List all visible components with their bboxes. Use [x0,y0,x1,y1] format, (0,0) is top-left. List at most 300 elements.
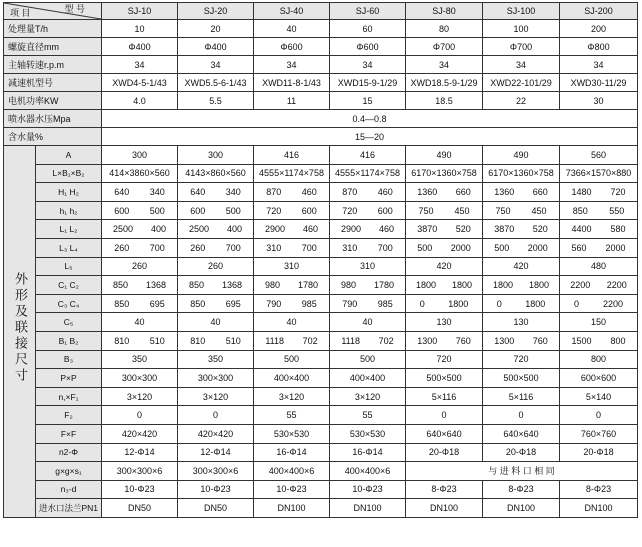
dim-value: 130 [406,313,483,332]
spec-value: XWD22-101/29 [483,74,560,92]
dim-value-part: 550 [609,205,625,216]
dim-value-part: 4400 [571,224,592,235]
table-row [4,128,638,146]
dim-value-part: 720 [342,205,358,216]
dim-value [560,331,638,350]
dim-value-part: 340 [225,186,241,197]
table-row [4,424,638,443]
dim-value-part: 1368 [221,279,243,290]
dim-value: DN100 [560,499,638,518]
dim-value-part: 3870 [417,224,438,235]
dim-value-part: 600 [301,205,317,216]
dim-value [254,183,330,202]
dim-value-part: 695 [149,298,165,309]
dim-value [330,276,406,295]
dim-value: DN100 [483,499,560,518]
dim-value-part: 1800 [525,298,546,309]
dim-value-part: 1118 [265,335,284,346]
header-corner-cell [4,3,102,20]
table-row [4,92,638,110]
dim-value [254,220,330,239]
dim-value-part: 580 [610,224,626,235]
dim-value-part: 695 [225,298,241,309]
dim-value: 0 [560,406,638,425]
dim-value-part: 870 [266,186,282,197]
dim-value-part: 460 [377,186,393,197]
dim-value-part: 700 [149,242,165,253]
dim-value: DN100 [254,499,330,518]
dim-value: 20-Φ18 [406,443,483,462]
spec-value: 34 [102,56,178,74]
dim-value [178,331,254,350]
dim-value-part: 760 [455,335,471,346]
dim-value: 500×500 [406,369,483,388]
dim-label: C₃ C₄ [36,294,102,313]
spec-value: 34 [560,56,638,74]
dim-value-part: 2000 [605,242,626,253]
dim-label: B₃ [36,350,102,369]
model-header-cell: SJ-200 [560,3,638,20]
dim-value [560,183,638,202]
dim-value: 500 [254,350,330,369]
dim-value [102,220,178,239]
dim-value: 5×116 [406,387,483,406]
spec-value: 10 [102,20,178,38]
dim-value-part: 460 [301,186,317,197]
dim-value: 420 [406,257,483,276]
table-row [4,350,638,369]
dim-value [483,294,560,313]
table-row [4,56,638,74]
dim-value-part: 1500 [571,335,592,346]
dim-value: 10-Φ23 [102,480,178,499]
dim-value: 530×530 [254,424,330,443]
dim-value-part: 640 [114,186,130,197]
table-row [4,146,638,165]
dim-value-part: 640 [190,186,206,197]
dim-value: 40 [254,313,330,332]
dim-value [178,220,254,239]
dim-label: H₁ H₂ [36,183,102,202]
dim-value: 400×400×6 [254,462,330,481]
dim-value [102,183,178,202]
table-row [4,313,638,332]
dim-value-part: 790 [266,298,282,309]
dim-value: 12-Φ14 [102,443,178,462]
dim-value: 10-Φ23 [254,480,330,499]
dim-value: 640×640 [406,424,483,443]
dim-value-part: 750 [495,205,511,216]
dim-value-part: 2200 [602,298,623,309]
dim-value: 10-Φ23 [330,480,406,499]
spec-label: 喷水器水压Mpa [4,110,102,128]
dim-value: 20-Φ18 [483,443,560,462]
table-row [4,183,638,202]
dim-value [102,201,178,220]
spec-value: 80 [406,20,483,38]
dim-value: 350 [178,350,254,369]
dim-value-part: 980 [264,279,281,290]
dim-value-part: 2000 [450,242,471,253]
dim-value: 490 [406,146,483,165]
spec-label: 主轴转速r.p.m [4,56,102,74]
dim-value: 55 [330,406,406,425]
dim-value-part: 400 [150,224,167,235]
spec-value: 20 [178,20,254,38]
dim-value: 720 [483,350,560,369]
dim-value [406,183,483,202]
dim-value-part: 700 [377,242,393,253]
dim-value [178,276,254,295]
dim-value [406,238,483,257]
spec-value: 15 [330,92,406,110]
dim-value [483,201,560,220]
dim-value: 760×760 [560,424,638,443]
dim-value: 8-Φ23 [483,480,560,499]
dim-value-part: 850 [572,205,588,216]
dim-label: n,×F₁ [36,387,102,406]
dim-value: DN100 [406,499,483,518]
dim-value: 12-Φ14 [178,443,254,462]
dim-value-part: 1800 [451,279,473,290]
dim-value: 6170×1360×758 [406,164,483,183]
dim-value: 5×140 [560,387,638,406]
dim-label: F×F [36,424,102,443]
dim-value [483,276,560,295]
dim-value [254,238,330,257]
dim-value-part: 1780 [297,279,319,290]
spec-value: 34 [330,56,406,74]
dim-value [406,220,483,239]
dim-value: 0 [178,406,254,425]
dim-value: 300×300 [178,369,254,388]
dim-value: 500×500 [483,369,560,388]
dim-label: L₃ L₄ [36,238,102,257]
header-model-label: 型 号 [64,4,85,14]
dim-value [330,220,406,239]
table-row [4,480,638,499]
dim-value [406,276,483,295]
dim-value-part: 520 [455,224,471,235]
dim-value-part: 600 [190,205,206,216]
spec-label: 电机功率KW [4,92,102,110]
dim-value: 400×400 [330,369,406,388]
spec-label: 减速机型号 [4,74,102,92]
dim-value-part: 985 [301,298,317,309]
dim-value-part: 560 [571,242,587,253]
dim-value: 3×120 [330,387,406,406]
dim-value-part: 1800 [528,279,550,290]
dim-label: A [36,146,102,165]
dim-value-part: 450 [531,205,547,216]
table-row [4,331,638,350]
dim-value: 400×400 [254,369,330,388]
dim-value-part: 2900 [264,224,286,235]
spec-value: 18.5 [406,92,483,110]
dim-value [330,331,406,350]
dim-value [560,294,638,313]
dim-value: 300 [178,146,254,165]
dim-value-part: 2200 [570,279,591,290]
spec-value: 22 [483,92,560,110]
dim-label: C₅ [36,313,102,332]
spec-value: Φ400 [178,38,254,56]
dim-value: 4143×860×560 [178,164,254,183]
spec-value: XWD15-9-1/29 [330,74,406,92]
table-row [4,110,638,128]
dim-value: 260 [102,257,178,276]
dim-value [406,294,483,313]
spec-table [3,2,638,518]
spec-value: 40 [254,20,330,38]
dim-value-part: 1780 [373,279,395,290]
dim-value [483,331,560,350]
dim-value-part: 702 [378,335,394,346]
dim-value-part: 2500 [188,224,210,235]
spec-label: 处理量T/h [4,20,102,38]
dim-value-part: 600 [114,205,130,216]
dim-value [560,220,638,239]
dim-value-part: 310 [342,242,358,253]
table-row [4,20,638,38]
dim-value-part: 260 [114,242,130,253]
dim-value [102,294,178,313]
spec-value: XWD30-11/29 [560,74,638,92]
dim-value: 500 [330,350,406,369]
dim-value [254,276,330,295]
dim-value-part: 2200 [606,279,627,290]
dim-value: 416 [330,146,406,165]
spec-value: Φ700 [483,38,560,56]
dim-value: 720 [406,350,483,369]
dim-value: 20-Φ18 [560,443,638,462]
dim-value-part: 1800 [492,279,514,290]
dim-value-part: 1800 [448,298,469,309]
dim-value [254,201,330,220]
dim-value: 130 [483,313,560,332]
dim-label: n2-Φ [36,443,102,462]
dim-value-part: 810 [114,335,130,346]
dim-value-part: 460 [378,224,395,235]
dim-value-part: 850 [112,279,129,290]
dim-value-part: 510 [225,335,241,346]
merged-value: 与 进 料 口 相 同 [406,462,638,481]
dim-value-part: 510 [149,335,165,346]
dim-value-part: 500 [417,242,433,253]
dim-value: 8-Φ23 [406,480,483,499]
dim-value-part: 850 [188,279,205,290]
dim-value [483,183,560,202]
table-row [4,220,638,239]
spec-label: 螺旋直径mm [4,38,102,56]
section-label-text: 外形及联接尺寸 [12,272,27,385]
dim-value [178,294,254,313]
table-row [4,499,638,518]
dim-value: 420×420 [102,424,178,443]
dim-value-part: 1300 [417,335,438,346]
dim-value: 310 [330,257,406,276]
dim-value-part: 1118 [341,335,360,346]
dim-value-part: 800 [610,335,626,346]
dim-value [560,201,638,220]
dim-label: F₂ [36,406,102,425]
dim-value: 600×600 [560,369,638,388]
dim-value-part: 520 [532,224,548,235]
dim-value [330,238,406,257]
dim-value-part: 1368 [145,279,167,290]
spec-value: 200 [560,20,638,38]
dim-value: 16-Φ14 [330,443,406,462]
dim-value-part: 400 [226,224,243,235]
dim-label: B₁ B₂ [36,331,102,350]
dim-value-part: 850 [114,298,130,309]
dim-value [406,331,483,350]
dim-value-part: 985 [377,298,393,309]
dim-value: 3×120 [254,387,330,406]
spec-value: Φ800 [560,38,638,56]
spec-value: 30 [560,92,638,110]
dim-value [483,220,560,239]
spec-value: XWD18.5-9-1/29 [406,74,483,92]
dim-value: 7366×1570×880 [560,164,638,183]
dim-value: 300×300 [102,369,178,388]
spec-label: 含水量% [4,128,102,146]
dim-value: 640×640 [483,424,560,443]
dim-value: DN50 [178,499,254,518]
table-row [4,257,638,276]
spec-value: Φ600 [330,38,406,56]
table-row [4,238,638,257]
dim-value-part: 700 [225,242,241,253]
dim-value-part: 1480 [571,186,592,197]
section-label [4,146,36,518]
dim-value [330,183,406,202]
dim-value-part: 0 [496,298,502,309]
dim-value [178,183,254,202]
dim-label: L₁ L₂ [36,220,102,239]
dim-label: L₅ [36,257,102,276]
dim-label: 进水口法兰PN1 [36,499,102,518]
dim-value-part: 790 [342,298,358,309]
merged-value: 15—20 [102,128,638,146]
dim-value: 3×120 [178,387,254,406]
dim-value [560,238,638,257]
dim-value-part: 1300 [494,335,515,346]
dim-value: 416 [254,146,330,165]
table-row [4,294,638,313]
spec-value: XWD4-5-1/43 [102,74,178,92]
model-header-cell: SJ-60 [330,3,406,20]
dim-value-part: 720 [266,205,282,216]
dim-value-part: 460 [302,224,319,235]
dim-value-part: 260 [190,242,206,253]
dim-value: 560 [560,146,638,165]
dim-value-part: 0 [573,298,579,309]
model-header-cell: SJ-10 [102,3,178,20]
dim-label: C₁ C₂ [36,276,102,295]
dim-value: 40 [330,313,406,332]
dim-value-part: 660 [532,186,548,197]
dim-value-part: 850 [190,298,206,309]
dim-value-part: 600 [377,205,393,216]
spec-value: 34 [178,56,254,74]
spec-value: 34 [406,56,483,74]
dim-value: 490 [483,146,560,165]
dim-value [330,294,406,313]
dim-value-part: 660 [455,186,471,197]
dim-value [254,294,330,313]
dim-value-part: 700 [301,242,317,253]
table-row [4,443,638,462]
dim-value: 300 [102,146,178,165]
dim-value-part: 0 [419,298,425,309]
dim-value-part: 1800 [415,279,437,290]
dim-value: 530×530 [330,424,406,443]
dim-value: 55 [254,406,330,425]
dim-value-part: 870 [342,186,358,197]
dim-label: h₁ h₂ [36,201,102,220]
spec-value: 34 [483,56,560,74]
dim-value: 420×420 [178,424,254,443]
dim-value: 0 [483,406,560,425]
model-header-cell: SJ-40 [254,3,330,20]
dim-value-part: 980 [340,279,357,290]
spec-value: Φ400 [102,38,178,56]
merged-value: 0.4—0.8 [102,110,638,128]
dim-value-part: 500 [225,205,241,216]
dim-value-part: 450 [454,205,470,216]
dim-value-part: 2900 [340,224,362,235]
spec-value: XWD5.5-6-1/43 [178,74,254,92]
spec-value: 5.5 [178,92,254,110]
model-header-cell: SJ-80 [406,3,483,20]
dim-value-part: 720 [610,186,626,197]
table-row [4,74,638,92]
dim-value [102,331,178,350]
spec-value: Φ600 [254,38,330,56]
dim-value: 414×3860×560 [102,164,178,183]
dim-value: 4555×1174×758 [254,164,330,183]
spec-value: Φ700 [406,38,483,56]
model-header-cell: SJ-20 [178,3,254,20]
dim-value: 40 [178,313,254,332]
model-header-cell: SJ-100 [483,3,560,20]
dim-value: 3×120 [102,387,178,406]
dim-value: 6170×1360×758 [483,164,560,183]
dim-value: 300×300×6 [178,462,254,481]
dim-value [560,276,638,295]
dim-value [254,331,330,350]
dim-value [483,238,560,257]
dim-value-part: 500 [149,205,165,216]
dim-value-part: 810 [190,335,206,346]
dim-value-part: 760 [532,335,548,346]
dim-value: 310 [254,257,330,276]
dim-value: 400×400×6 [330,462,406,481]
table-row [4,164,638,183]
dim-value: DN100 [330,499,406,518]
dim-value [330,201,406,220]
dim-value: 0 [406,406,483,425]
dim-value: DN50 [102,499,178,518]
dim-value [178,238,254,257]
dim-value [102,276,178,295]
dim-value: 5×116 [483,387,560,406]
dim-value-part: 3870 [494,224,515,235]
spec-value: 11 [254,92,330,110]
table-row [4,38,638,56]
dim-label: P×P [36,369,102,388]
